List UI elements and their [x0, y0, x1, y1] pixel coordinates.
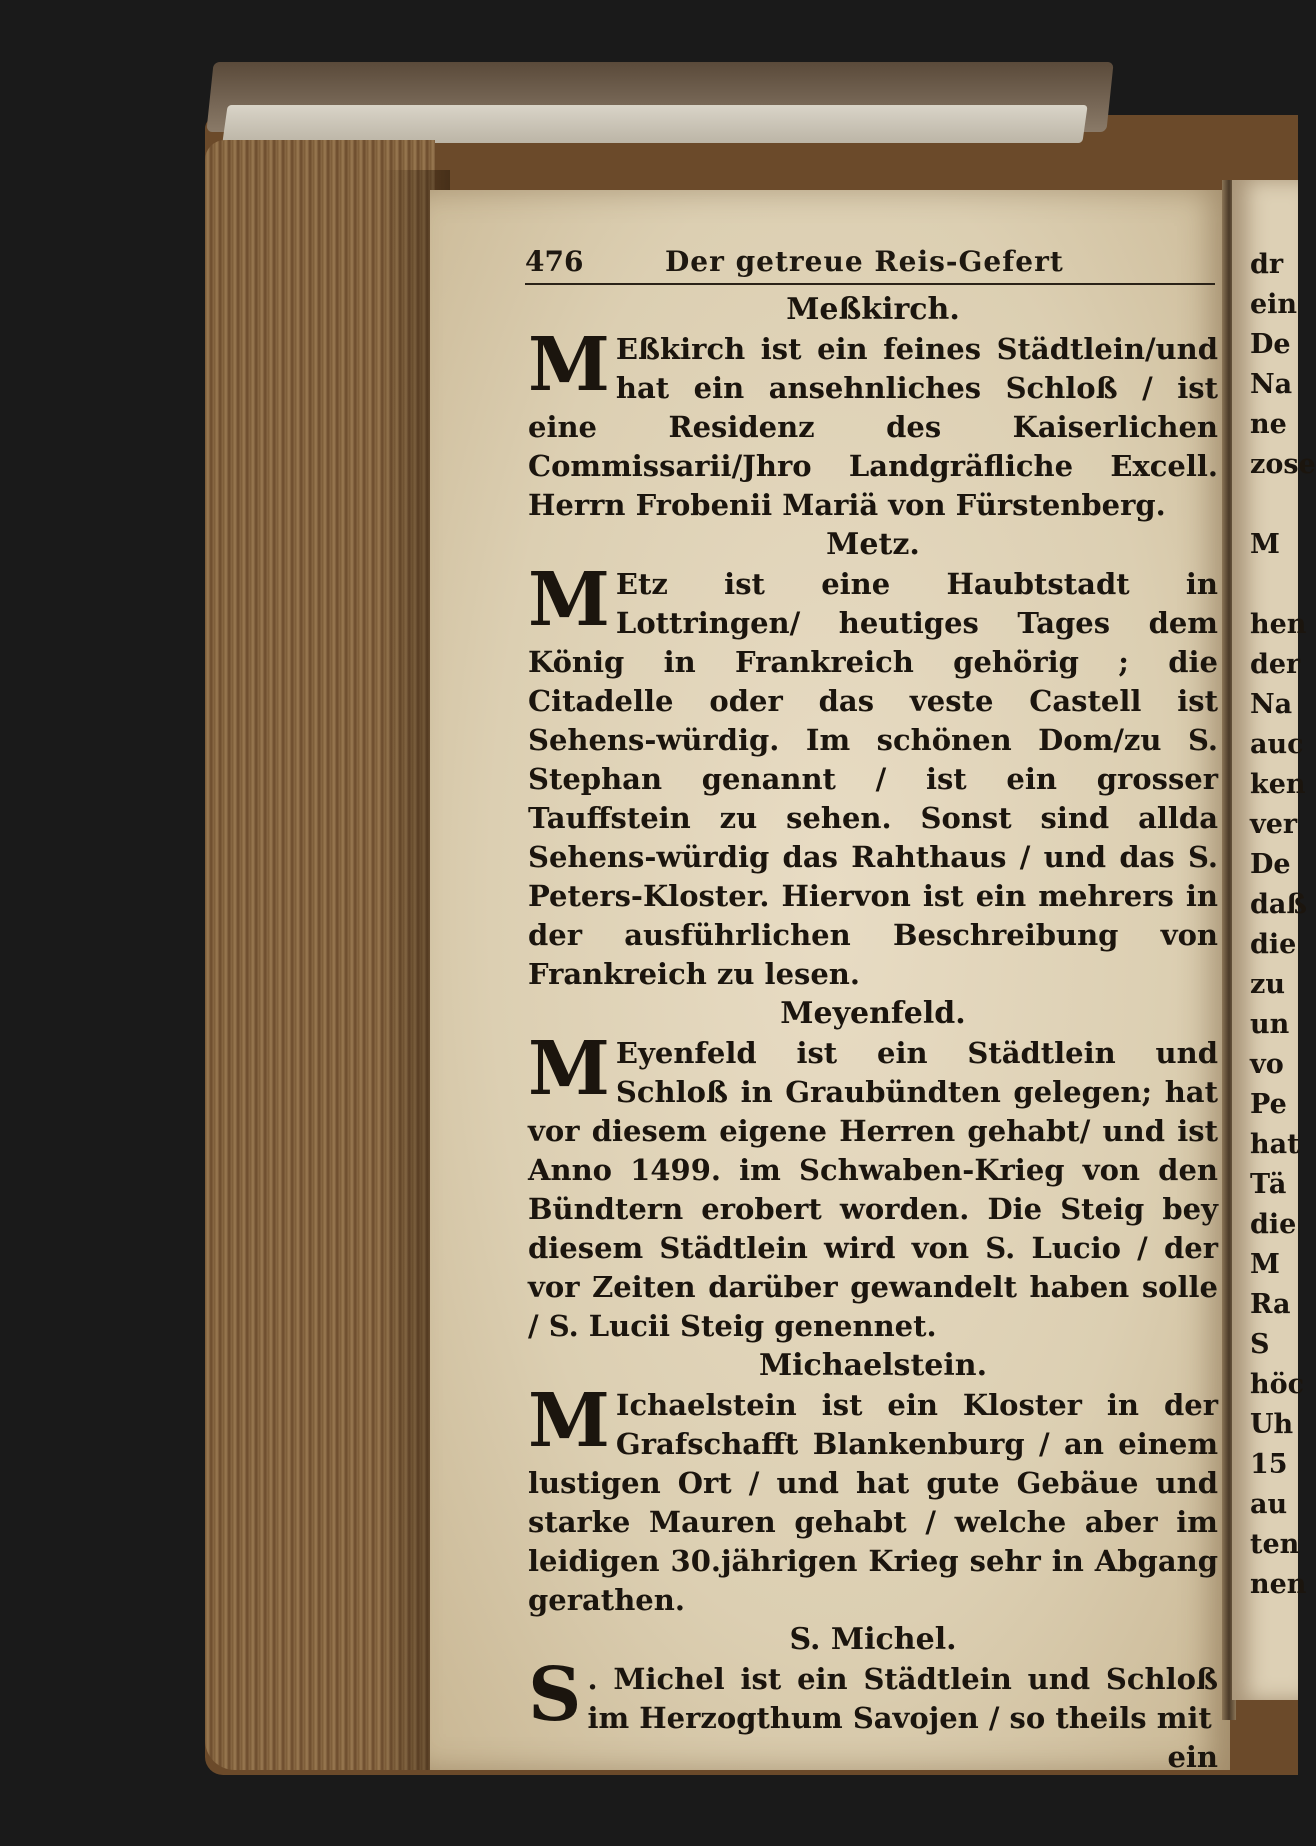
entry-s-michel — [528, 1620, 1218, 1738]
initial-letter: M — [528, 322, 610, 408]
entry-body — [528, 557, 1218, 994]
entry-messkirch — [528, 290, 1218, 525]
entry-body — [528, 1652, 1218, 1738]
entry-body — [528, 322, 1218, 525]
entry-michaelstein — [528, 1346, 1218, 1620]
page-number: 476 — [525, 245, 584, 278]
initial-letter: M — [528, 1026, 610, 1112]
entry-heading: Michaelstein. — [758, 1348, 988, 1383]
entry-text: . Michel ist ein Städtlein und Schloß im Herzogthum Savojen / so theils mit — [587, 1662, 1218, 1735]
page-text — [528, 290, 1218, 1777]
book-head-edge — [222, 105, 1087, 143]
entry-heading: Meyenfeld. — [780, 996, 966, 1031]
initial-letter: S — [528, 1652, 582, 1738]
catchword: ein — [1167, 1740, 1218, 1774]
entry-meyenfeld — [528, 994, 1218, 1346]
entry-heading: Metz. — [826, 527, 920, 562]
running-head — [525, 245, 1215, 285]
entry-text: Ichaelstein ist ein Kloster in der Grafschafft Blankenburg / an einem lustigen Ort / und hat gute Gebäue und starke Mauren gehabt / welche aber im leidigen 30.jährigen Krieg sehr in Abgang gerathen. — [528, 1388, 1218, 1617]
entry-body — [528, 1026, 1218, 1346]
entry-body — [528, 1378, 1218, 1620]
entry-text: Eyenfeld ist ein Städtlein und Schloß in Graubündten gelegen; hat vor diesem eigene Herren gehabt/ und ist Anno 1499. im Schwaben-Krieg von den Bündtern erobert worden. Die Steig bey diesem Städtlein wird von S. Lucio / der vor Zeiten darüber gewandelt haben solle / S. Lucii Steig genennet. — [528, 1036, 1218, 1343]
entry-text: Eßkirch ist ein feines Städtlein/und hat ein ansehnliches Schloß / ist eine Residenz des Kaiserlichen Commissarii/Jhro Landgräfliche Excell. Herrn Frobenii Mariä von Fürstenberg. — [528, 332, 1218, 522]
initial-letter: M — [528, 1378, 610, 1464]
initial-letter: M — [528, 557, 610, 643]
entry-heading: S. Michel. — [789, 1622, 957, 1657]
running-title: Der getreue Reis-Gefert — [665, 245, 1064, 278]
entry-metz — [528, 525, 1218, 994]
entry-text: Etz ist eine Haubtstadt in Lottringen/ heutiges Tages dem König in Frankreich gehörig ; die Citadelle oder das veste Castell ist Sehens-würdig. Im schönen Dom/zu S. Stephan genannt / ist ein grosser Tauffstein zu sehen. Sonst sind allda Sehens-würdig das Rahthaus / und das S. Peters-Kloster. Hiervon ist ein mehrers in der ausführlichen Beschreibung von Frankreich zu lesen. — [528, 567, 1218, 991]
entry-heading: Meßkirch. — [786, 292, 960, 327]
right-page-text: dr ein De Na ne zose M hen der Na auc ken ver De daß die zu un vo Pe hat Tä die M Ra S höc Uh 15 au ten nen — [1250, 249, 1316, 1600]
